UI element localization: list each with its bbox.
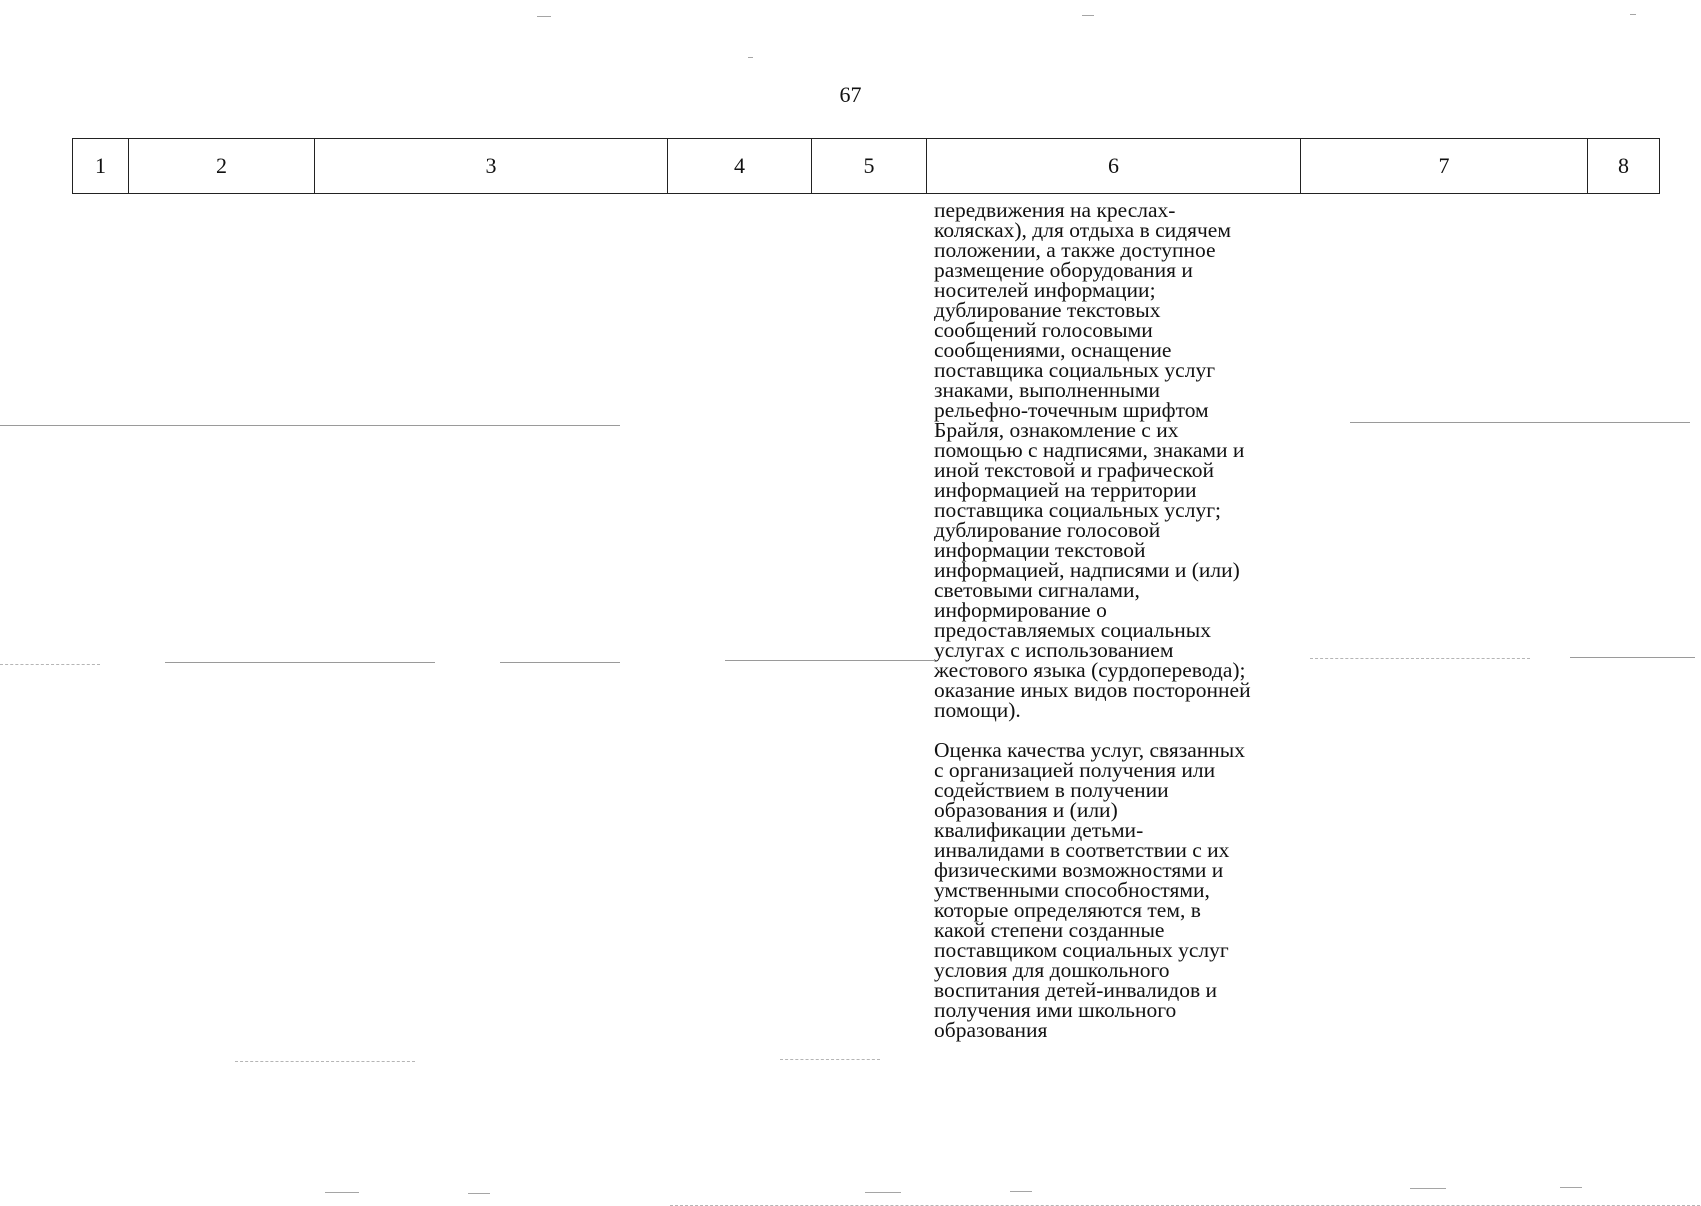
scan-speck: [1082, 15, 1094, 16]
scan-line: [0, 425, 620, 426]
scan-speck: [1630, 14, 1636, 15]
column-header-8: 8: [1588, 139, 1660, 194]
scan-line: [500, 662, 620, 663]
scan-line: [1310, 658, 1530, 659]
scan-line: [725, 660, 935, 661]
table-header-row: [72, 138, 1660, 194]
scan-speck: [1410, 1188, 1446, 1189]
column-header-4: 4: [668, 139, 812, 194]
column-header-6: 6: [927, 139, 1301, 194]
scan-speck: [1560, 1187, 1582, 1188]
scan-speck: [1010, 1191, 1032, 1192]
page-number: 67: [839, 82, 862, 107]
scan-line: [780, 1059, 880, 1060]
scan-line: [0, 664, 100, 665]
column-header-1: 1: [73, 139, 129, 194]
scan-line: [1350, 422, 1690, 423]
column-6-cell-text: [934, 200, 1304, 1040]
scan-speck: [748, 57, 753, 58]
column-6-paragraph-accessibility: передвижения на креслах- колясках), для отдыха в сидячем положении, а также доступное размещение оборудования и носителей информации; дублирование текстовых сообщений голосовыми сообщениями, оснащение поставщика социальных услуг знаками, выполненными рельефно-точечным шрифтом Брайля, ознакомление с их помощью с надписями, знаками и иной текстовой и графической информацией на территории поставщика социальных услуг; дублирование голосовой информации текстовой информацией, надписями и (или) световыми сигналами, информирование о предоставляемых социальных услугах с использованием жестового языка (сурдоперевода); оказание иных видов посторонней помощи).: [934, 198, 1251, 722]
column-header-5: 5: [812, 139, 927, 194]
scan-line: [1570, 657, 1695, 658]
scan-speck: [468, 1193, 490, 1194]
scan-line: [235, 1061, 415, 1062]
column-6-paragraph-education-quality: Оценка качества услуг, связанных с организацией получения или содействием в получении образования и (или) квалификации детьми- инвалидами в соответствии с их физическими возможностями и умственными способностями, которые определяются тем, в какой степени созданные поставщиком социальных услуг условия для дошкольного воспитания детей-инвалидов и получения ими школьного образования: [934, 738, 1245, 1042]
scan-line: [165, 662, 435, 663]
scan-speck: [325, 1192, 359, 1193]
column-header-2: 2: [129, 139, 315, 194]
scan-speck: [537, 16, 551, 17]
column-header-7: 7: [1301, 139, 1588, 194]
scan-speck: [865, 1192, 901, 1193]
column-header-3: 3: [315, 139, 668, 194]
